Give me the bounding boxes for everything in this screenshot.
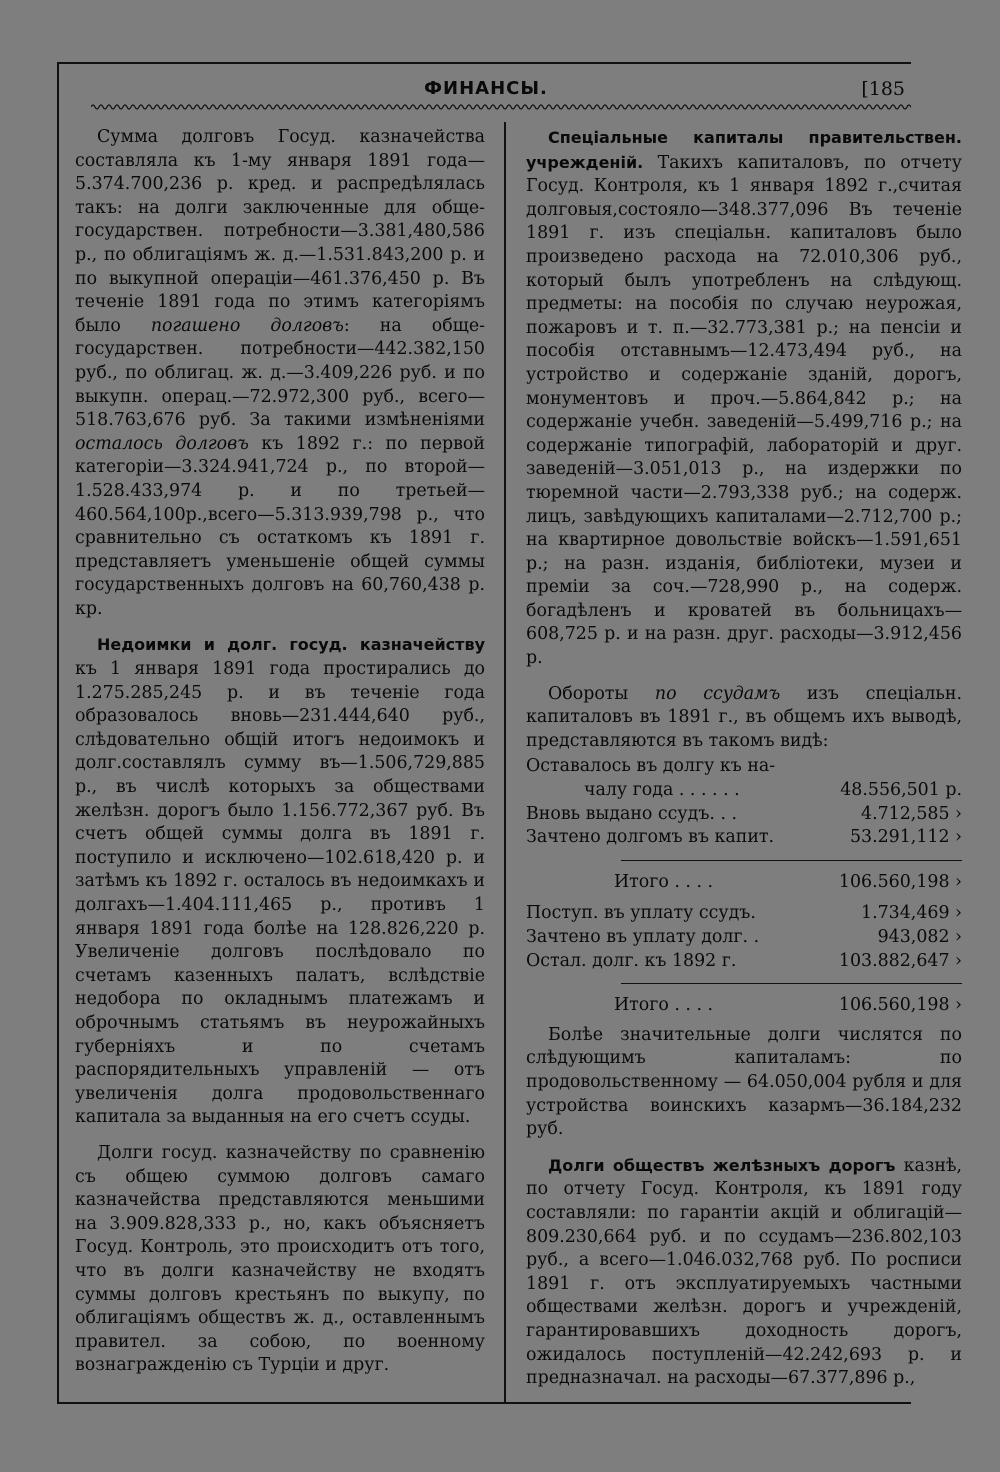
book-page xyxy=(57,62,962,1404)
text-run: изъ спеціальн. капиталовъ въ 1891 г., въ общемъ ихъ выводѣ, представляются въ такомъ видѣ: xyxy=(526,683,962,751)
spacer xyxy=(526,894,962,902)
text-run: Обороты xyxy=(548,683,655,704)
ledger-label: Итого . . . . xyxy=(614,995,714,1016)
paragraph-railway-debts xyxy=(526,1154,962,1391)
right-column xyxy=(526,126,962,1391)
ledger-label: Зачтено въ уплату долг. . xyxy=(526,927,760,947)
bold-heading: Долги обществъ желѣзныхъ дорогъ xyxy=(548,1155,896,1175)
ledger-label: Зачтено долгомъ въ капит. xyxy=(526,827,775,848)
paragraph-treasury-debts: Долги госуд. казначейству по сравненію съ общею суммою долговъ самаго казначейства представляются меньшими на 3.909.828,333 р., но, какъ объясняетъ Госуд. Контроль, это происходитъ отъ того, что въ долги казначейству не входятъ суммы долговъ крестьянъ по выкупу, по облигаціямъ обществъ ж. д., оставленнымъ правител. за собою, по военному вознагражденію съ Турціи и друг. xyxy=(75,1142,485,1376)
left-column xyxy=(75,126,485,1378)
ledger-row xyxy=(526,803,962,827)
ledger-value: 4.712,585 › xyxy=(861,803,962,827)
loan-ledger-table xyxy=(526,755,962,1017)
ledger-value: 106.560,198 › xyxy=(839,994,962,1018)
paragraph-arrears xyxy=(75,633,485,1129)
italic-text: осталось долговъ xyxy=(75,433,249,454)
text-run: : на обще-государствен. потребности—442.382,150 руб., по облигац. ж. д.—3.409,226 руб. и по выкупн. операц.—72.972,300 руб., всего—518.763,676 руб. За такими измѣненіями xyxy=(75,315,486,431)
ledger-total-row xyxy=(526,994,962,1018)
italic-text: погашено долговъ xyxy=(150,315,344,336)
bold-heading: Недоимки и долг. госуд. казначейству xyxy=(97,635,485,655)
section-title: ФИНАНСЫ. xyxy=(424,78,548,99)
ledger-value: 943,082 › xyxy=(878,926,962,950)
ledger-label: Вновь выдано ссудъ. . . xyxy=(526,803,738,824)
wavy-divider xyxy=(91,102,911,112)
ledger-value: 1.734,469 › xyxy=(861,902,962,926)
total-rule xyxy=(621,860,962,861)
running-header xyxy=(59,78,913,104)
text-run: къ 1 января 1891 года простирались до 1.275.285,245 р. и въ теченіе года образовалось вновь—231.444,640 руб., слѣдовательно общій итогъ недоимокъ и долг.составлялъ сумму въ—1.506,729,885 р., въ числѣ которыхъ за обществами желѣзн. дорогъ было 1.156.772,367 руб. Въ счетъ общей суммы долга въ 1891 г. поступило и исключено—102.618,420 р. и затѣмъ къ 1892 г. осталось въ недоимкахъ и долгахъ—1.404.111,465 р., противъ 1 января 1891 года болѣе на 128.826,220 р. Увеличеніе долговъ послѣдовало по счетамъ казенныхъ палатъ, вслѣдствіе недобора по окладнымъ платежамъ и оброчнымъ статьямъ въ неурожайныхъ губерніяхъ и по счетамъ распорядительныхъ управленій — отъ увеличенія долга продовольственнаго капитала за выданныя на его счетъ ссуды. xyxy=(75,659,485,1128)
paragraph-special-capitals xyxy=(526,126,962,671)
bold-heading: Спеціальные капиталы правительствен. учрежденій. xyxy=(526,128,962,172)
ledger-row xyxy=(526,779,962,803)
ledger-row xyxy=(526,902,962,926)
ledger-label: Остал. долг. къ 1892 г. xyxy=(526,950,737,971)
ledger-total-row xyxy=(526,871,962,895)
paragraph-state-debt xyxy=(75,126,485,621)
text-run: Такихъ капиталовъ, по отчету Госуд. Контроля, къ 1 января 1892 г.,считая долговыя,состояло—348.377,096 Въ теченіе 1891 г. изъ спеціальн. капиталовъ было произведено расхода на 72.010,306 руб., который былъ употребленъ на слѣдующ. предметы: на пособія по случаю неурожая, пожаровъ и т. п.—32.773,381 р.; на пенсіи и пособія отставнымъ—12.473,494 руб., на устройство и содержаніе зданій, дорогъ, монументовъ и проч.—5.864,842 р.; на содержаніе учебн. заведеній—5.499,716 р.; на содержаніе типографій, лабораторій и друг. заведеній—3.051,013 р., на издержки по тюремной части—2.793,338 руб.; на содерж. лицъ, завѣдующихъ капиталами—2.712,700 р.; на квартирное довольствіе войскъ—1.591,651 р.; на разн. изданія, библіотеки, музеи и преміи за соч.—728,990 р., на содерж. богадѣленъ и кроватей въ больницахъ—608,725 р. и на разн. друг. расходы—3.912,456 р. xyxy=(526,152,962,669)
page-number: [185 xyxy=(861,78,905,100)
column-divider xyxy=(504,122,506,1402)
text-run: Сумма долговъ Госуд. казначейства составляла къ 1-му января 1891 года—5.374.700,236 р. кред. и распредѣлялась такъ: на долги заключенные для обще-государствен. потребности—3.381,480,586 р., по облигаціямъ ж. д.—1.531.843,200 р. и по выкупной операціи—461.376,450 р. Въ теченіе 1891 года по этимъ категоріямъ было xyxy=(75,127,485,336)
ledger-label: Оставалось въ долгу къ на- xyxy=(526,756,776,777)
ledger-row xyxy=(526,755,962,779)
ledger-row xyxy=(526,826,962,850)
text-run: казнѣ, по отчету Госуд. Контроля, къ 1891 году составляли: по гарантіи акцій и облигацій—809.230,664 руб. и по ссудамъ—236.802,103 руб., а всего—1.046.032,768 руб. По росписи 1891 г. отъ эксплуатируемыхъ частными обществами желѣзн. дорогъ и учрежденій, гарантировавшихъ доходность дорогъ, ожидалось поступленій—42.242,693 р. и предназначал. на расходы—67.377,896 р., xyxy=(526,1155,962,1389)
paragraph-major-debts: Болѣе значительные долги числятся по слѣдующимъ капиталамъ: по продовольственному — 64.050,004 рубля и для устройства воинскихъ казармъ—36.184,232 руб. xyxy=(526,1024,962,1140)
ledger-value: 48.556,501 р. xyxy=(840,780,962,801)
ledger-row xyxy=(526,950,962,974)
text-run: къ 1892 г.: по первой категоріи—3.324.941,724 р., по второй—1.528.433,974 р. и по третьей—460.564,100р.,всего—5.313.939,798 р., что сравнительно съ остаткомъ къ 1891 г. представляетъ уменьшеніе общей суммы государственныхъ долговъ на 60,760,438 р. кр. xyxy=(75,433,485,619)
ledger-label: Поступ. въ уплату ссудъ. xyxy=(526,903,756,924)
ledger-label: чалу года . . . . . . xyxy=(584,780,740,801)
total-rule xyxy=(621,983,962,984)
ledger-value: 103.882,647 › xyxy=(839,950,962,974)
italic-text: по ссудамъ xyxy=(654,683,781,704)
ledger-label: Итого . . . . xyxy=(614,871,714,892)
ledger-row xyxy=(526,926,962,950)
ledger-value: 106.560,198 › xyxy=(839,871,962,895)
ledger-value: 53.291,112 › xyxy=(850,826,962,850)
paragraph-loan-turnover xyxy=(526,683,962,754)
